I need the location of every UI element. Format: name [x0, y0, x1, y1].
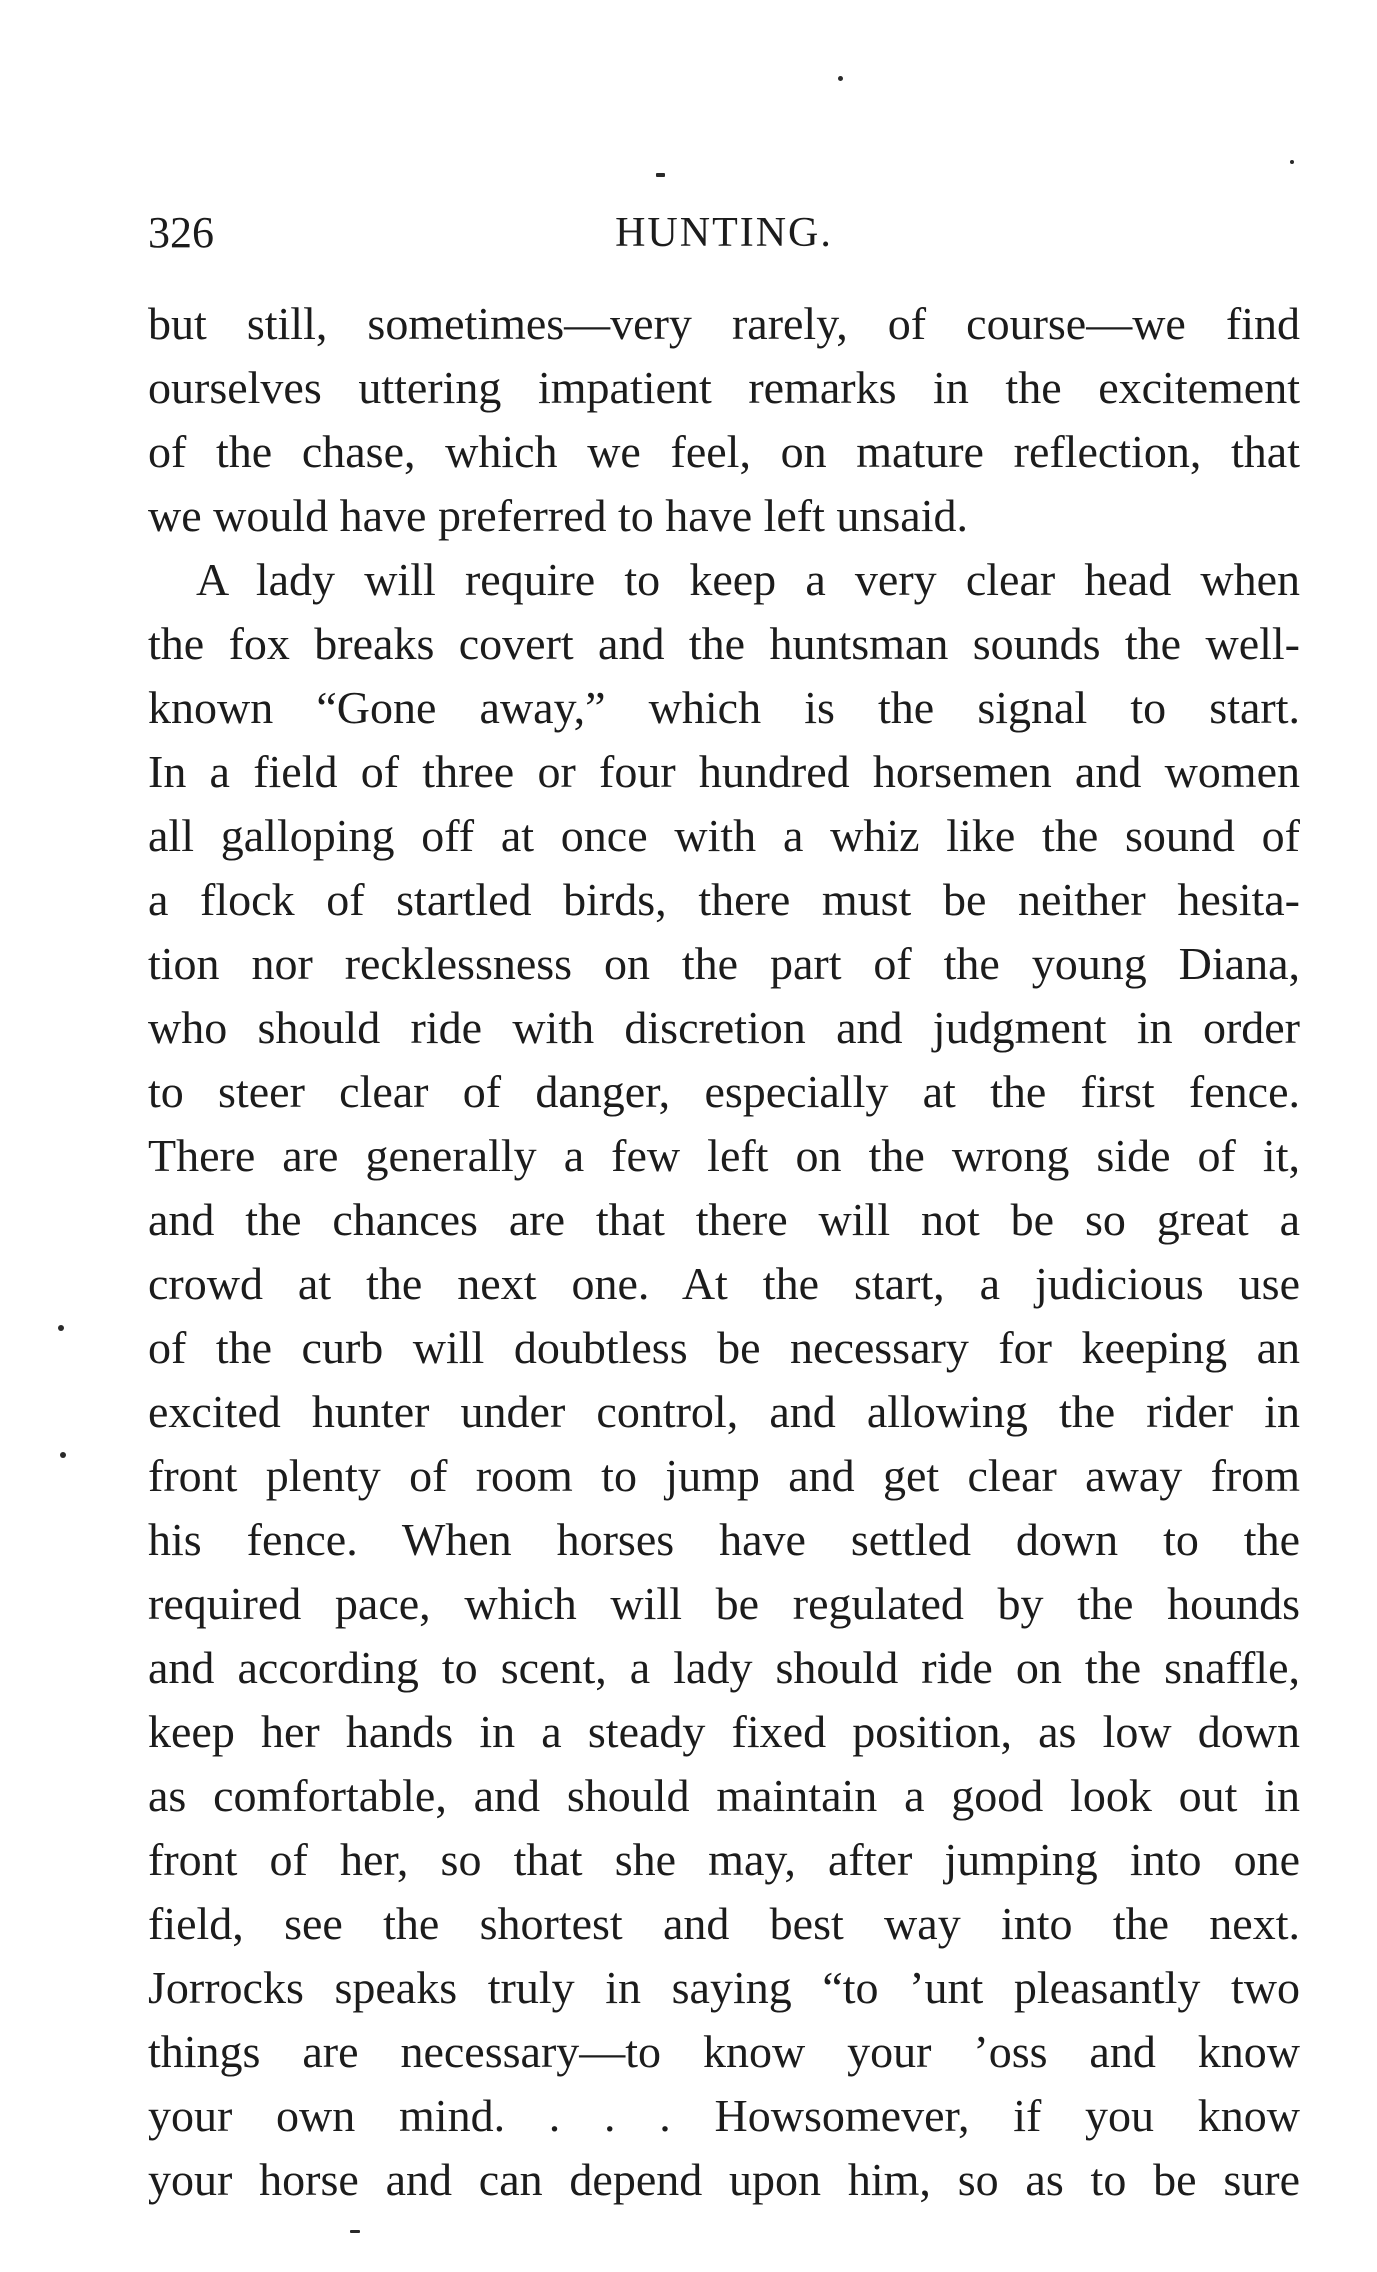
text-line: crowd at the next one. At the start, a judicious use: [148, 1258, 1300, 1309]
text-line: required pace, which will be regulated by the hounds: [148, 1578, 1300, 1629]
page-number: 326: [148, 208, 214, 257]
text-line: tion nor recklessness on the part of the young Diana,: [148, 938, 1300, 989]
scan-speck: [60, 1452, 66, 1458]
text-line: front of her, so that she may, after jumping into one: [148, 1834, 1300, 1885]
text-line: front plenty of room to jump and get clear away from: [148, 1450, 1300, 1501]
body-text: [148, 292, 1300, 2212]
text-line: A lady will require to keep a very clear head when: [196, 554, 1300, 605]
scan-speck: [58, 1325, 64, 1331]
scan-speck: [1290, 160, 1294, 164]
text-line: of the curb will doubtless be necessary for keeping an: [148, 1322, 1300, 1373]
scan-speck: [656, 173, 665, 177]
text-line: we would have preferred to have left unsaid.: [148, 490, 969, 541]
text-line: to steer clear of danger, especially at the first fence.: [148, 1066, 1300, 1117]
text-line: and the chances are that there will not be so great a: [148, 1194, 1300, 1245]
text-line: keep her hands in a steady fixed position, as low down: [148, 1706, 1300, 1757]
text-line: There are generally a few left on the wrong side of it,: [148, 1130, 1300, 1181]
text-line: and according to scent, a lady should ride on the snaffle,: [148, 1642, 1300, 1693]
text-line: a flock of startled birds, there must be neither hesita-: [148, 874, 1300, 925]
text-line: his fence. When horses have settled down to the: [148, 1514, 1300, 1565]
text-line: all galloping off at once with a whiz like the sound of: [148, 810, 1300, 861]
text-line: but still, sometimes—very rarely, of course—we find: [148, 298, 1300, 349]
text-line: Jorrocks speaks truly in saying “to ’unt pleasantly two: [148, 1962, 1300, 2013]
text-line: field, see the shortest and best way into the next.: [148, 1898, 1300, 1949]
text-line: of the chase, which we feel, on mature reflection, that: [148, 426, 1300, 477]
page-header: [148, 203, 1300, 263]
scan-speck: [838, 76, 843, 81]
scan-speck: [350, 2230, 360, 2233]
text-line: ourselves uttering impatient remarks in the excitement: [148, 362, 1300, 413]
text-line: the fox breaks covert and the huntsman sounds the well-: [148, 618, 1300, 669]
text-line: your horse and can depend upon him, so as to be sure: [148, 2154, 1300, 2205]
running-head: HUNTING.: [615, 210, 833, 256]
text-line: who should ride with discretion and judgment in order: [148, 1002, 1300, 1053]
text-line: your own mind. . . . Howsomever, if you know: [148, 2090, 1300, 2141]
text-line: excited hunter under control, and allowing the rider in: [148, 1386, 1300, 1437]
text-line: In a field of three or four hundred horsemen and women: [148, 746, 1300, 797]
text-line: as comfortable, and should maintain a good look out in: [148, 1770, 1300, 1821]
text-line: known “Gone away,” which is the signal to start.: [148, 682, 1300, 733]
text-line: things are necessary—to know your ’oss and know: [148, 2026, 1300, 2077]
